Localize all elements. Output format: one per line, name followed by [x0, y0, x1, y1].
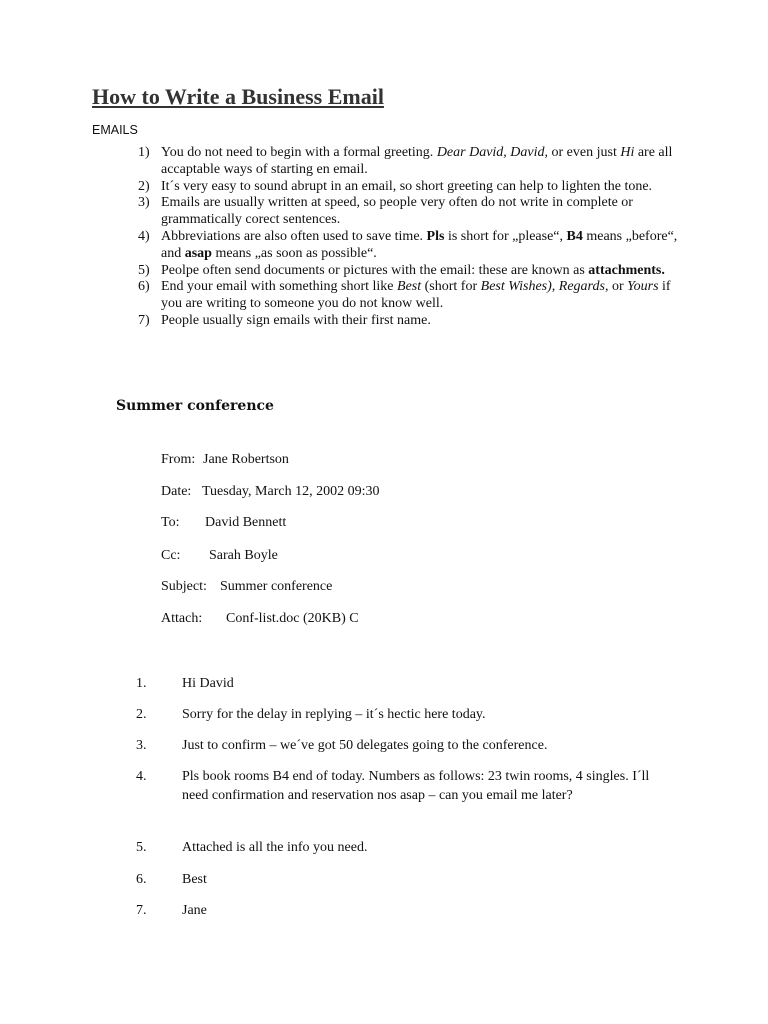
rule-text: means „as soon as possible“.: [211, 245, 377, 261]
subject-value: Summer conference: [220, 579, 333, 594]
rule-text: are all accaptable ways of starting en email.: [161, 145, 673, 177]
rule-text: if you are writing to someone you do not know well.: [161, 279, 671, 312]
email-body-number: 4.: [136, 769, 147, 784]
rule-item: [120, 229, 680, 263]
rule-item: [120, 145, 680, 179]
to-value: David Bennett: [205, 515, 287, 530]
rule-text: People usually sign emails with their first name.: [161, 312, 431, 328]
conference-heading: Summer conference: [116, 398, 274, 414]
email-body-text: Jane: [182, 903, 207, 918]
email-body-number: 2.: [136, 707, 147, 722]
email-body-text: Best: [182, 872, 207, 887]
rule-number: 4): [138, 228, 150, 244]
rule-text: End your email with something short like: [161, 279, 398, 295]
rule-number: 3): [138, 195, 150, 211]
rule-item: [120, 263, 680, 280]
to-label: To:: [161, 515, 180, 530]
subject-label: Subject:: [161, 579, 207, 594]
rule-item: [120, 195, 680, 229]
rule-text: Yours: [627, 279, 659, 295]
from-label: From:: [161, 452, 196, 467]
date-value: Tuesday, March 12, 2002 09:30: [202, 484, 380, 499]
attach-label: Attach:: [161, 611, 203, 626]
page-title: How to Write a Business Email: [92, 84, 384, 109]
rules-list: [120, 145, 680, 330]
email-body-text: Pls book rooms B4 end of today. Numbers as follows: 23 twin rooms, 4 singles. I´ll need confirmation and reservation nos asap – can you email me later?: [182, 769, 650, 803]
rule-text: attachments.: [588, 262, 665, 278]
cc-label: Cc:: [161, 548, 181, 563]
email-body-number: 7.: [136, 903, 147, 918]
rule-text: means „before“, and: [161, 228, 678, 261]
from-value: Jane Robertson: [203, 452, 289, 467]
rule-text: Pls: [426, 228, 445, 244]
rule-text: Dear David, David,: [436, 145, 549, 160]
email-body-text: Just to confirm – we´ve got 50 delegates going to the conference.: [182, 738, 548, 753]
rule-text: is short for „please“,: [444, 228, 567, 244]
rule-text: Hi: [620, 145, 635, 160]
date-label: Date:: [161, 484, 192, 499]
rule-text: or even just: [548, 145, 621, 160]
rule-item: [120, 279, 680, 313]
rule-text: (short for: [421, 279, 481, 295]
rule-text: , or: [604, 279, 628, 295]
rule-text: You do not need to begin with a formal greeting.: [161, 145, 437, 160]
email-body-number: 1.: [136, 676, 147, 691]
rule-number: 2): [138, 178, 150, 194]
rule-text: asap: [184, 245, 212, 261]
rule-item: [120, 313, 680, 330]
rule-text: Best Wishes), Regards: [480, 279, 605, 295]
rule-text: It´s very easy to sound abrupt in an email, so short greeting can help to lighten the tone.: [161, 178, 653, 194]
email-body-text: Hi David: [182, 676, 234, 691]
rule-text: Emails are usually written at speed, so people very often do not write in complete or grammatically corect sentences.: [161, 195, 633, 228]
rule-number: 1): [138, 145, 150, 160]
attach-value: Conf-list.doc (20KB) C: [226, 611, 359, 626]
email-body-number: 5.: [136, 840, 147, 855]
email-body-number: 6.: [136, 872, 147, 887]
rule-item: [120, 179, 680, 196]
email-body-text: Attached is all the info you need.: [182, 840, 368, 855]
rule-text: Best: [397, 279, 422, 295]
rule-number: 7): [138, 312, 150, 328]
section-label: EMAILS: [92, 123, 138, 137]
rule-number: 6): [138, 279, 150, 295]
email-body-text: Sorry for the delay in replying – it´s hectic here today.: [182, 707, 486, 722]
rule-text: B4: [566, 228, 583, 244]
rule-number: 5): [138, 262, 150, 278]
cc-value: Sarah Boyle: [209, 548, 278, 563]
rule-text: Abbreviations are also often used to save time.: [161, 228, 427, 244]
email-body-number: 3.: [136, 738, 147, 753]
rule-text: Peolpe often send documents or pictures with the email: these are known as: [161, 262, 589, 278]
